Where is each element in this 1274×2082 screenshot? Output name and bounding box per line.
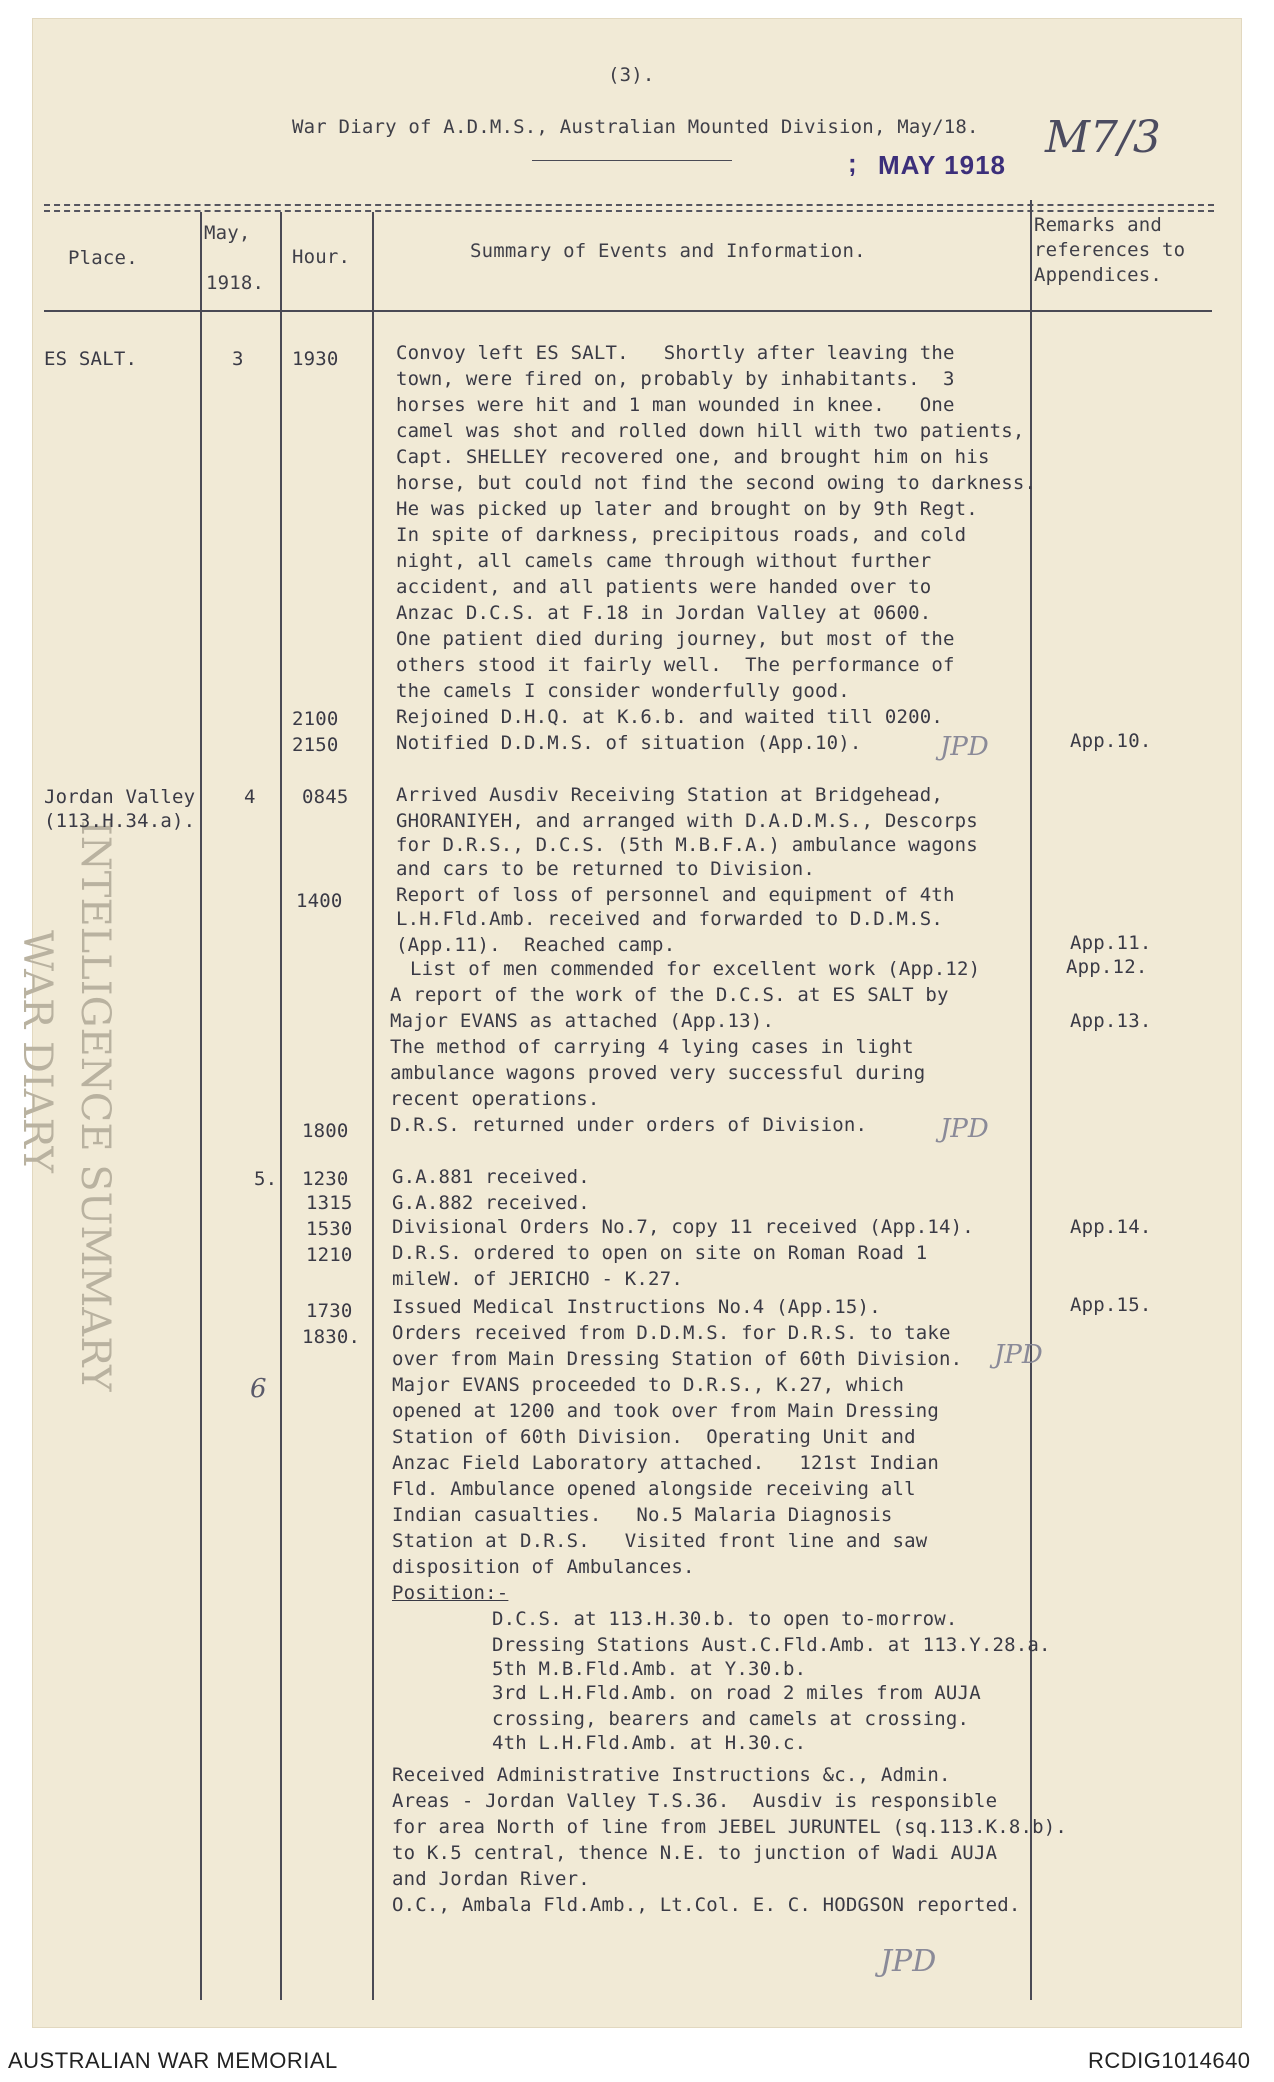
summary-line: D.R.S. returned under orders of Division. — [390, 1114, 868, 1136]
title-underline — [532, 160, 732, 161]
hour-entry: 1730 — [306, 1300, 353, 1322]
summary-line: town, were fired on, probably by inhabitants. 3 — [396, 368, 955, 390]
summary-line: camel was shot and rolled down hill with two patients, — [396, 420, 1025, 442]
summary-line: Fld. Ambulance opened alongside receiving all — [392, 1478, 916, 1500]
summary-line: mileW. of JERICHO - K.27. — [392, 1268, 683, 1290]
bleed-through-title: WAR DIARY — [14, 930, 60, 1173]
summary-line: Indian casualties. No.5 Malaria Diagnosis — [392, 1504, 893, 1526]
col-heading-remarks-3: Appendices. — [1034, 264, 1163, 286]
summary-line: Areas - Jordan Valley T.S.36. Ausdiv is responsible — [392, 1790, 998, 1812]
stamp-mark: ; — [848, 148, 857, 178]
summary-line: G.A.882 received. — [392, 1192, 590, 1214]
hour-entry: 1315 — [306, 1192, 353, 1214]
summary-line: Anzac D.C.S. at F.18 in Jordan Valley at 0600. — [396, 602, 932, 624]
date-stamp: MAY 1918 — [878, 150, 1006, 180]
place-jordan-valley: Jordan Valley — [44, 786, 196, 808]
hour-entry: 0845 — [302, 786, 349, 808]
place-es-salt: ES SALT. — [44, 348, 138, 370]
col-rule-date — [280, 212, 282, 2000]
col-heading-place: Place. — [68, 247, 138, 269]
col-heading-year: 1918. — [206, 272, 265, 294]
hour-entry: 2100 — [292, 708, 339, 730]
summary-line: One patient died during journey, but most of the — [396, 628, 955, 650]
summary-line: He was picked up later and brought on by 9th Regt. — [396, 498, 978, 520]
summary-line: G.A.881 received. — [392, 1166, 590, 1188]
summary-line: L.H.Fld.Amb. received and forwarded to D.D.M.S. — [396, 908, 944, 930]
hour-entry: 1230 — [302, 1168, 349, 1190]
summary-line: In spite of darkness, precipitous roads, and cold — [396, 524, 967, 546]
summary-line: Major EVANS proceeded to D.R.S., K.27, which — [392, 1374, 905, 1396]
summary-line: horse, but could not find the second owing to darkness. — [396, 472, 1037, 494]
col-rule-place — [200, 212, 202, 2000]
summary-line: (App.11). Reached camp. — [396, 934, 676, 956]
col-heading-month: May, — [204, 222, 251, 244]
summary-line: Issued Medical Instructions No.4 (App.15). — [392, 1296, 881, 1318]
position-heading: Position:- — [392, 1582, 509, 1604]
handwritten-initials: JPD — [940, 1114, 989, 1144]
col-heading-remarks-2: references to — [1034, 239, 1186, 261]
summary-line: Received Administrative Instructions &c., Admin. — [392, 1764, 951, 1786]
summary-line: Station at D.R.S. Visited front line and saw — [392, 1530, 928, 1552]
summary-line: accident, and all patients were handed over to — [396, 576, 932, 598]
summary-line: crossing, bearers and camels at crossing. — [492, 1708, 970, 1730]
summary-line: Convoy left ES SALT. Shortly after leaving the — [396, 342, 955, 364]
summary-line: for D.R.S., D.C.S. (5th M.B.F.A.) ambulance wagons — [396, 834, 978, 856]
summary-line: Notified D.D.M.S. of situation (App.10). — [396, 732, 862, 754]
summary-line: recent operations. — [390, 1088, 600, 1110]
summary-line: Report of loss of personnel and equipment of 4th — [396, 884, 955, 906]
handwritten-initials: JPD — [880, 1944, 937, 1979]
footer-archive-name: AUSTRALIAN WAR MEMORIAL — [8, 2048, 338, 2073]
summary-line: Divisional Orders No.7, copy 11 received (App.14). — [392, 1216, 974, 1238]
summary-line: Major EVANS as attached (App.13). — [390, 1010, 775, 1032]
summary-line: over from Main Dressing Station of 60th Division. — [392, 1348, 963, 1370]
page-number: (3). — [608, 64, 655, 86]
date-3: 3 — [232, 348, 244, 370]
summary-line: D.C.S. at 113.H.30.b. to open to-morrow. — [492, 1608, 958, 1630]
summary-line: Capt. SHELLEY recovered one, and brought him on his — [396, 446, 990, 468]
bleed-through-subtitle: INTELLIGENCE SUMMARY — [72, 820, 118, 1392]
summary-line: for area North of line from JEBEL JURUNTEL (sq.113.K.8.b). — [392, 1816, 1068, 1838]
appendix-ref: App.15. — [1070, 1294, 1152, 1316]
hour-entry: 2150 — [292, 734, 339, 756]
summary-line: Anzac Field Laboratory attached. 121st Indian — [392, 1452, 940, 1474]
summary-line: Station of 60th Division. Operating Unit and — [392, 1426, 916, 1448]
col-heading-remarks-1: Remarks and — [1034, 214, 1163, 236]
diary-title: War Diary of A.D.M.S., Australian Mounted Division, May/18. — [292, 116, 979, 138]
handwritten-initials: JPD — [994, 1340, 1043, 1370]
summary-line: night, all camels came through without further — [396, 550, 932, 572]
place-jordan-valley-ref: (113.H.34.a). — [44, 810, 196, 832]
summary-line: others stood it fairly well. The performance of — [396, 654, 955, 676]
col-heading-hour: Hour. — [292, 246, 351, 268]
summary-line: D.R.S. ordered to open on site on Roman Road 1 — [392, 1242, 928, 1264]
col-heading-summary: Summary of Events and Information. — [470, 240, 866, 262]
summary-line: The method of carrying 4 lying cases in light — [390, 1036, 914, 1058]
summary-line: horses were hit and 1 man wounded in knee. One — [396, 394, 955, 416]
summary-line: Rejoined D.H.Q. at K.6.b. and waited till 0200. — [396, 706, 944, 728]
hour-entry: 1210 — [306, 1244, 353, 1266]
hour-entry: 1830. — [302, 1326, 361, 1348]
handwritten-initials: JPD — [940, 732, 989, 762]
date-5: 5. — [254, 1168, 278, 1190]
summary-line: O.C., Ambala Fld.Amb., Lt.Col. E. C. HODGSON reported. — [392, 1894, 1021, 1916]
date-4: 4 — [244, 786, 256, 808]
summary-line: 3rd L.H.Fld.Amb. on road 2 miles from AUJA — [492, 1682, 981, 1704]
summary-line: Arrived Ausdiv Receiving Station at Bridgehead, — [396, 784, 944, 806]
summary-line: List of men commended for excellent work (App.12) — [410, 958, 981, 980]
summary-line: disposition of Ambulances. — [392, 1556, 695, 1578]
hour-entry: 1530 — [306, 1218, 353, 1240]
summary-line: and Jordan River. — [392, 1868, 590, 1890]
summary-line: Orders received from D.D.M.S. for D.R.S. to take — [392, 1322, 951, 1344]
header-bottom-rule — [44, 310, 1212, 312]
summary-line: 5th M.B.Fld.Amb. at Y.30.b. — [492, 1658, 807, 1680]
summary-line: A report of the work of the D.C.S. at ES SALT by — [390, 984, 949, 1006]
summary-line: and cars to be returned to Division. — [396, 858, 816, 880]
handwritten-reference: M7/3 — [1045, 112, 1161, 163]
summary-line: ambulance wagons proved very successful during — [390, 1062, 926, 1084]
summary-line: opened at 1200 and took over from Main Dressing — [392, 1400, 940, 1422]
hour-entry: 1930 — [292, 348, 339, 370]
summary-line: GHORANIYEH, and arranged with D.A.D.M.S., Descorps — [396, 810, 978, 832]
appendix-ref: App.11. — [1070, 932, 1152, 954]
summary-line: Dressing Stations Aust.C.Fld.Amb. at 113.Y.28.a. — [492, 1634, 1051, 1656]
appendix-ref: App.13. — [1070, 1010, 1152, 1032]
header-top-rule — [44, 204, 1214, 206]
hour-entry: 1800 — [302, 1120, 349, 1142]
col-rule-hour — [372, 212, 374, 2000]
summary-line: to K.5 central, thence N.E. to junction of Wadi AUJA — [392, 1842, 998, 1864]
date-6: 6 — [250, 1374, 267, 1404]
summary-line: 4th L.H.Fld.Amb. at H.30.c. — [492, 1732, 807, 1754]
appendix-ref: App.12. — [1066, 956, 1148, 978]
footer-record-id: RCDIG1014640 — [1088, 2048, 1251, 2073]
summary-line: the camels I consider wonderfully good. — [396, 680, 850, 702]
appendix-ref: App.10. — [1070, 730, 1152, 752]
appendix-ref: App.14. — [1070, 1216, 1152, 1238]
hour-entry: 1400 — [296, 890, 343, 912]
